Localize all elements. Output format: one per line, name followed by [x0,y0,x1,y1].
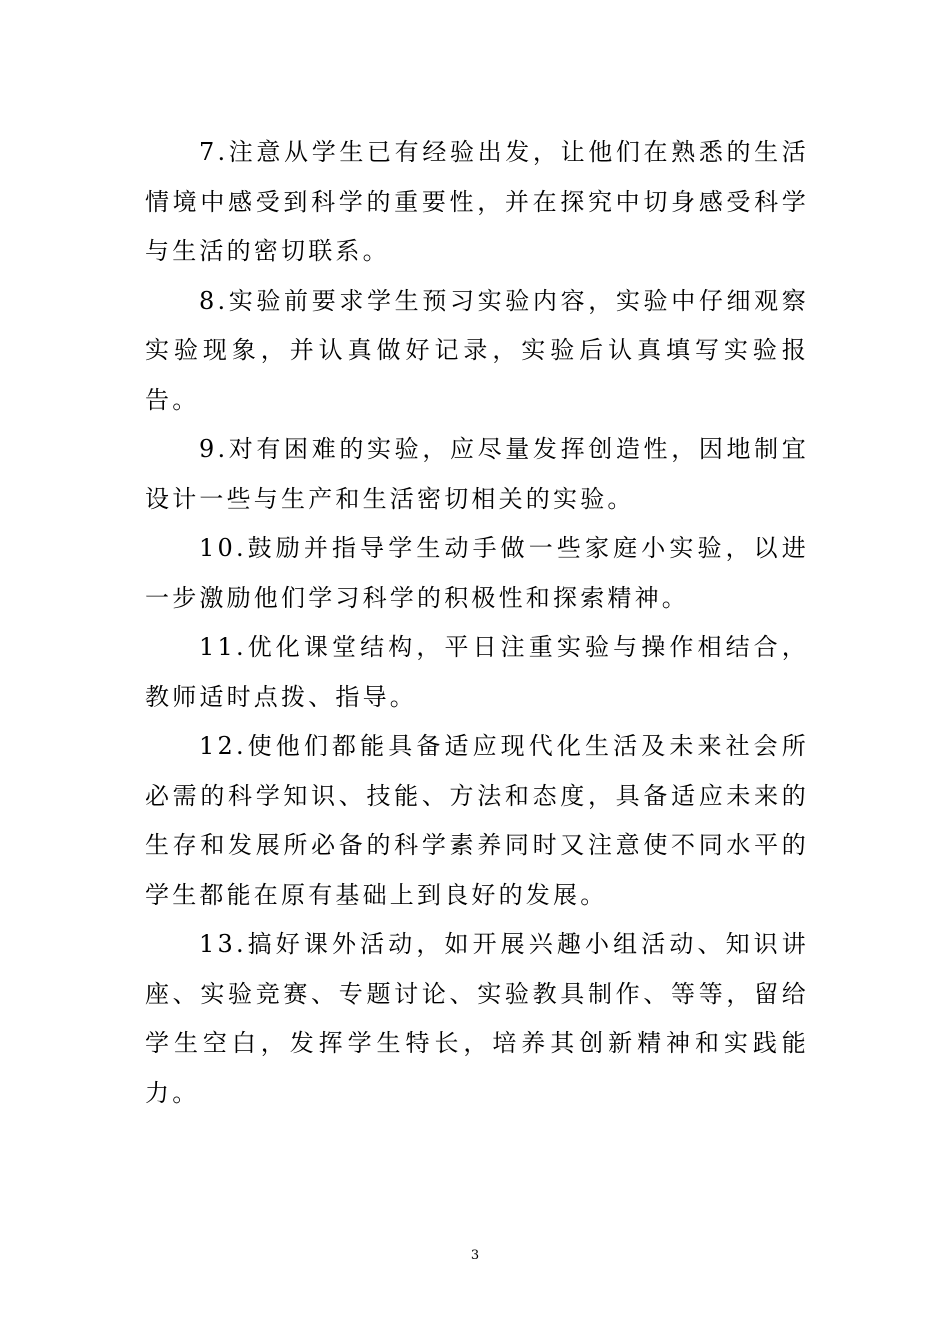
paragraph-item-12: 12.使他们都能具备适应现代化生活及未来社会所必需的科学知识、技能、方法和态度，具备适应未来的生存和发展所必备的科学素养同时又注意使不同水平的学生都能在原有基础上到良好的发展。 [145,732,809,909]
paragraph-item-9: 9.对有困难的实验，应尽量发挥创造性，因地制宜设计一些与生产和生活密切相关的实验。 [145,435,809,513]
paragraph-item-8: 8.实验前要求学生预习实验内容，实验中仔细观察实验现象，并认真做好记录，实验后认真填写实验报告。 [145,286,809,414]
paragraph-item-13: 13.搞好课外活动，如开展兴趣小组活动、知识讲座、实验竞赛、专题讨论、实验教具制作、等等，留给学生空白，发挥学生特长，培养其创新精神和实践能力。 [145,930,809,1107]
paragraph-item-10: 10.鼓励并指导学生动手做一些家庭小实验，以进一步激励他们学习科学的积极性和探索精神。 [145,534,809,612]
page-number: 3 [470,1248,480,1263]
document-body [145,128,809,1118]
paragraph-item-11: 11.优化课堂结构，平日注重实验与操作相结合，教师适时点拨、指导。 [145,633,809,711]
paragraph-item-7: 7.注意从学生已有经验出发，让他们在熟悉的生活情境中感受到科学的重要性，并在探究中切身感受科学与生活的密切联系。 [145,138,809,265]
